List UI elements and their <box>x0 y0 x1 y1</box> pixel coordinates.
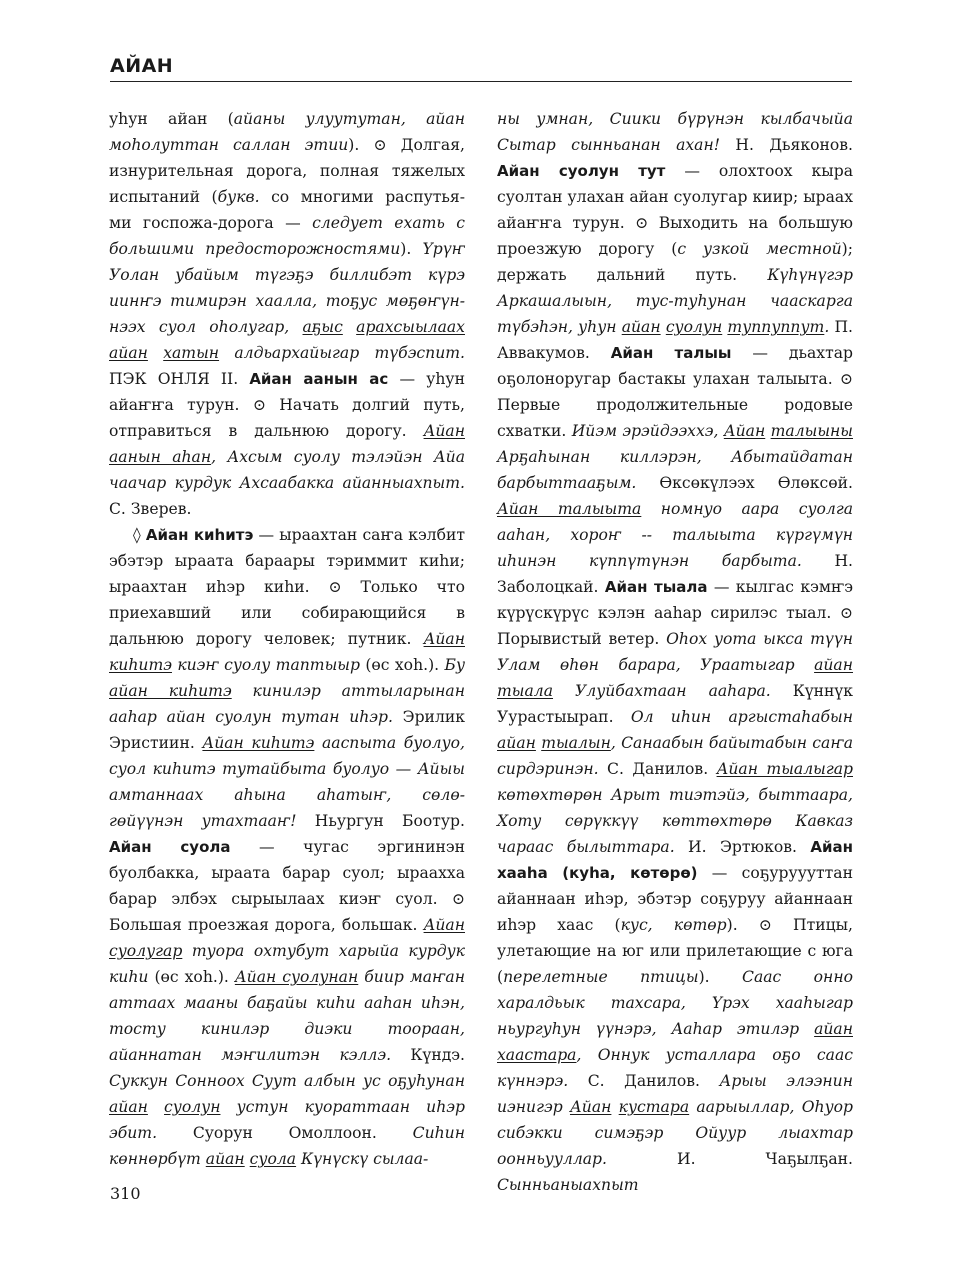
example-keyword <box>202 734 314 752</box>
underlined-term: айан киһитэ <box>109 682 232 700</box>
definition-text: ). ⊙ Долгая, изнурительная дорога, полная тяжелых испытаний ( <box>109 136 465 206</box>
definition-text: ◊ <box>133 526 146 544</box>
underlined-term: Айан киһитэ <box>109 630 465 674</box>
example-keyword <box>771 422 853 440</box>
underlined-term: Айан аанын аһан <box>109 422 465 466</box>
headword: Айан суолун тут <box>497 162 666 180</box>
example-text: , Оннук усталлара оҕо саас күннэрэ. <box>497 1046 853 1090</box>
underlined-term: айан хаастара <box>497 1020 853 1064</box>
example-text <box>611 1098 618 1116</box>
example-text: Оһох уота ыкса түүн Улам өһөн барара, Ураатыгар <box>497 630 853 674</box>
headword: Айан хааһа (куһа, көтөрө) <box>497 838 853 882</box>
dictionary-column-right <box>497 106 853 1198</box>
definition-text: уһун айан ( <box>109 110 234 128</box>
underlined-term: айан <box>109 1098 148 1116</box>
example-text: кус, көтөр <box>620 916 727 934</box>
underlined-term: суола <box>249 1150 297 1168</box>
underlined-term: хатын <box>163 344 220 362</box>
definition-text: И. Эртюков. <box>674 838 811 856</box>
underlined-term: суолун <box>665 318 723 336</box>
underlined-term: туппуппут <box>727 318 825 336</box>
example-text: Суккун Сонноох Суут албын ус оҕуһунан <box>109 1072 465 1090</box>
underlined-term: Айан <box>569 1098 612 1116</box>
definition-text: Эрилик Эристиин. <box>109 708 465 752</box>
dictionary-paragraph <box>109 106 465 522</box>
example-text: , Ахсым суолу тэлэйэн Айа чаачар курдук Ахсаабакка айанныахпыт. <box>109 448 465 492</box>
definition-text: ПЭК ОНЛЯ II. <box>109 370 250 388</box>
definition-text: Күндэ. <box>391 1046 465 1064</box>
example-keyword <box>497 734 536 752</box>
example-text: Ийэм эрэйдээххэ, <box>571 422 724 440</box>
underlined-term: аҕыс <box>302 318 343 336</box>
example-text: с узкой местной <box>677 240 842 258</box>
example-text: Үрүҥ Уолан убайым түгэҕэ биллибэт күрэ иинҥэ тимирэн хаалла, тоҕус мөҕөҥүн- нээх суол оһолугар, <box>109 240 465 336</box>
underlined-term: арахсыылаах айан <box>109 318 465 362</box>
example-keyword <box>717 760 853 778</box>
example-text <box>148 1098 164 1116</box>
definition-text: И. Чаҕылҕан. <box>607 1150 853 1168</box>
underlined-term: айан <box>205 1150 245 1168</box>
headword: Айан суола <box>109 838 231 856</box>
underlined-term: тыалын <box>541 734 611 752</box>
example-text: алдьархайыгар түбэспит. <box>219 344 465 362</box>
definition-text: ). <box>400 240 423 258</box>
example-text: айаны улуутутан, айан моһолуттан саллан этии <box>109 110 465 154</box>
dictionary-column-left <box>109 106 465 1172</box>
example-text: биир маҥан аттаах мааны баҕайы киһи ааһан иһэн, тосту кинилэр диэки тоораан, айаннатан мэҥилитэн кэллэ. <box>109 968 465 1064</box>
definition-text: Н. Заболоцкай. <box>497 552 854 596</box>
underlined-term: Айан <box>723 422 766 440</box>
example-text: ны умнан, Сиики бүрүнэн кылбачыйа Сытар сынньанан ахан! <box>497 110 853 154</box>
underlined-term: Айан суолугар <box>109 916 465 960</box>
example-text: букв. <box>217 188 260 206</box>
definition-text: ); держать дальний путь. <box>497 240 853 284</box>
example-text: . <box>824 318 830 336</box>
definition-text: — кылгас кэмҥэ күрүскүрүс кэлэн ааһар сирилэс тыал. ⊙ Порывистый ветер. <box>497 578 853 648</box>
example-text: Күһүнүгэр Аркашалыын, тус-туһунан чааскарга түбэһэн, уһун <box>497 266 853 336</box>
example-text: , Санаабын байытабын саҥа сирдэринэн. <box>497 734 853 778</box>
example-keyword <box>250 1150 296 1168</box>
page-number: 310 <box>110 1184 141 1203</box>
example-text: туора охтубут харыйа курдук киһи <box>109 942 465 986</box>
example-text <box>343 318 356 336</box>
example-text: Арыы элээнин иэнигэр <box>497 1072 853 1116</box>
definition-text: — дьахтар оҕолоноругар бастакы улахан талыыта. ⊙ Первые продолжительные родовые схватки. <box>497 344 853 440</box>
definition-text: Күннүк Уурастыырап. <box>497 682 853 726</box>
definition-text: — соҕуруууттан айаннаан иһэр, эбэтэр соҕуруу айаннаан иһэр хаас ( <box>497 864 853 934</box>
definition-text: Суорун Омоллоон. <box>157 1124 413 1142</box>
definition-text: С. Данилов. <box>598 760 717 778</box>
example-text: Саас онно харалдьык тахсара, Үрэх хааһыгар ньургуһун үүнэрэ, Ааһар этилэр <box>497 968 853 1038</box>
example-text: көтөхтөрөн Арыт тиэтэйэ, быттаара, Хоту сөрүккүү көттөхтөрө Кавказ чараас былыттара. <box>497 786 853 856</box>
example-keyword <box>109 1098 148 1116</box>
dictionary-paragraph <box>109 522 465 1172</box>
example-keyword <box>206 1150 245 1168</box>
underlined-term: Айан суолунан <box>234 968 359 986</box>
underlined-term: суолун <box>164 1098 221 1116</box>
example-text: номнуо аара суолга ааһан, хороҥ -- талыыта күргүмүн иһинэн күппүтүнэн барбыта. <box>497 500 853 570</box>
example-text <box>148 344 163 362</box>
definition-text: — чугас эргининэн буолбакка, ыраата барар суол; ыраахха барар элбэх сырыылаах киэҥ суол. ⊙ Большая проезжая дорога, большак. <box>109 838 465 934</box>
example-keyword <box>109 682 232 700</box>
example-text: Бу <box>444 656 465 674</box>
example-text: ааспыта буолуо, суол киһитэ тутайбыта буолуо — Айыы амтаннаах аһына аһатыҥ, сөлө- гөйүүнэн утахтааҥ! <box>109 734 466 830</box>
example-keyword <box>303 318 343 336</box>
underlined-term: айан тыала <box>497 656 853 700</box>
example-text: Сиһин көннөрбүт <box>109 1124 465 1168</box>
definition-text: ). ⊙ Птицы, улетающие на юг или прилетающие с юга ( <box>497 916 853 986</box>
definition-text: — олохтоох кыра суолтан улахан айан суолугар киир; ыраах айаҥҥа турун. ⊙ Выходить на большую проезжую дорогу ( <box>497 162 853 258</box>
example-keyword <box>497 500 641 518</box>
example-keyword <box>541 734 611 752</box>
definition-text: (өс хоһ.). <box>148 968 235 986</box>
example-text: киэҥ суолу таптыыр <box>171 656 360 674</box>
headword: Айан киһитэ <box>145 526 254 544</box>
underlined-term: кустара <box>618 1098 690 1116</box>
definition-text: Өксөкүлээх Өлөксөй. <box>636 474 853 492</box>
example-keyword <box>622 318 661 336</box>
example-text: Улуйбахтаан ааһара. <box>553 682 771 700</box>
definition-text: ). <box>698 968 743 986</box>
definition-text: С. Зверев. <box>109 500 192 518</box>
definition-text: Н. Дьяконов. <box>720 136 853 154</box>
example-text: аарыыллар, Оһуор сибэкки симэҕэр Ойуур лыахтар оонньууллар. <box>497 1098 853 1168</box>
definition-text: — уһун айаҥҥа турун. ⊙ Начать долгий путь, отправиться в дальнюю дорогу. <box>109 370 465 440</box>
definition-text: Ньургун Боотур. <box>296 812 465 830</box>
example-keyword <box>235 968 358 986</box>
example-keyword <box>727 318 824 336</box>
example-keyword <box>724 422 765 440</box>
definition-text: со многими распутья- ми госпожа-дорога — <box>109 188 466 232</box>
example-keyword <box>666 318 722 336</box>
example-text: устун куораттаан иһэр эбит. <box>109 1098 465 1142</box>
example-text: перелетные птицы <box>503 968 699 986</box>
example-text: Күнүскү сылаа- <box>296 1150 429 1168</box>
definition-text: П. Аввакумов. <box>497 318 854 362</box>
example-text: следует ехать с большими предосторожностями <box>109 214 465 258</box>
definition-text: (өс хоһ.). <box>359 656 445 674</box>
dictionary-paragraph <box>497 106 853 1198</box>
example-text: кинилэр аттыларынан ааһар айан суолун тутан иһэр. <box>109 682 465 726</box>
definition-text: — ыраахтан саҥа кэлбит эбэтэр ыраата бараары тэриммит киһи; ыраахтан иһэр киһи. ⊙ Только что приехавший или собирающийся в дальнюю дорогу человек; путник. <box>109 526 465 648</box>
underlined-term: Айан киһитэ <box>202 734 315 752</box>
underlined-term: айан <box>621 318 661 336</box>
example-keyword <box>163 344 219 362</box>
underlined-term: Айан тыалыгар <box>716 760 853 778</box>
underlined-term: айан <box>497 734 536 752</box>
page-header-title: АЙАН <box>110 55 174 77</box>
definition-text: С. Данилов. <box>568 1072 720 1090</box>
headword: Айан аанын ас <box>249 370 389 388</box>
underlined-term: Айан талыыта <box>497 500 642 518</box>
example-keyword <box>570 1098 611 1116</box>
example-keyword <box>619 1098 689 1116</box>
example-text: Ол иһин аргыстаһабын <box>630 708 853 726</box>
example-keyword <box>164 1098 220 1116</box>
underlined-term: талыыны <box>770 422 853 440</box>
headword: Айан талыы <box>610 344 732 362</box>
running-header <box>110 55 852 82</box>
example-text: Арҕаһынан киллэрэн, Абытайдатан барбыттааҕым. <box>497 448 853 492</box>
headword: Айан тыала <box>604 578 708 596</box>
example-text: Сынньаныахпыт <box>497 1176 639 1194</box>
